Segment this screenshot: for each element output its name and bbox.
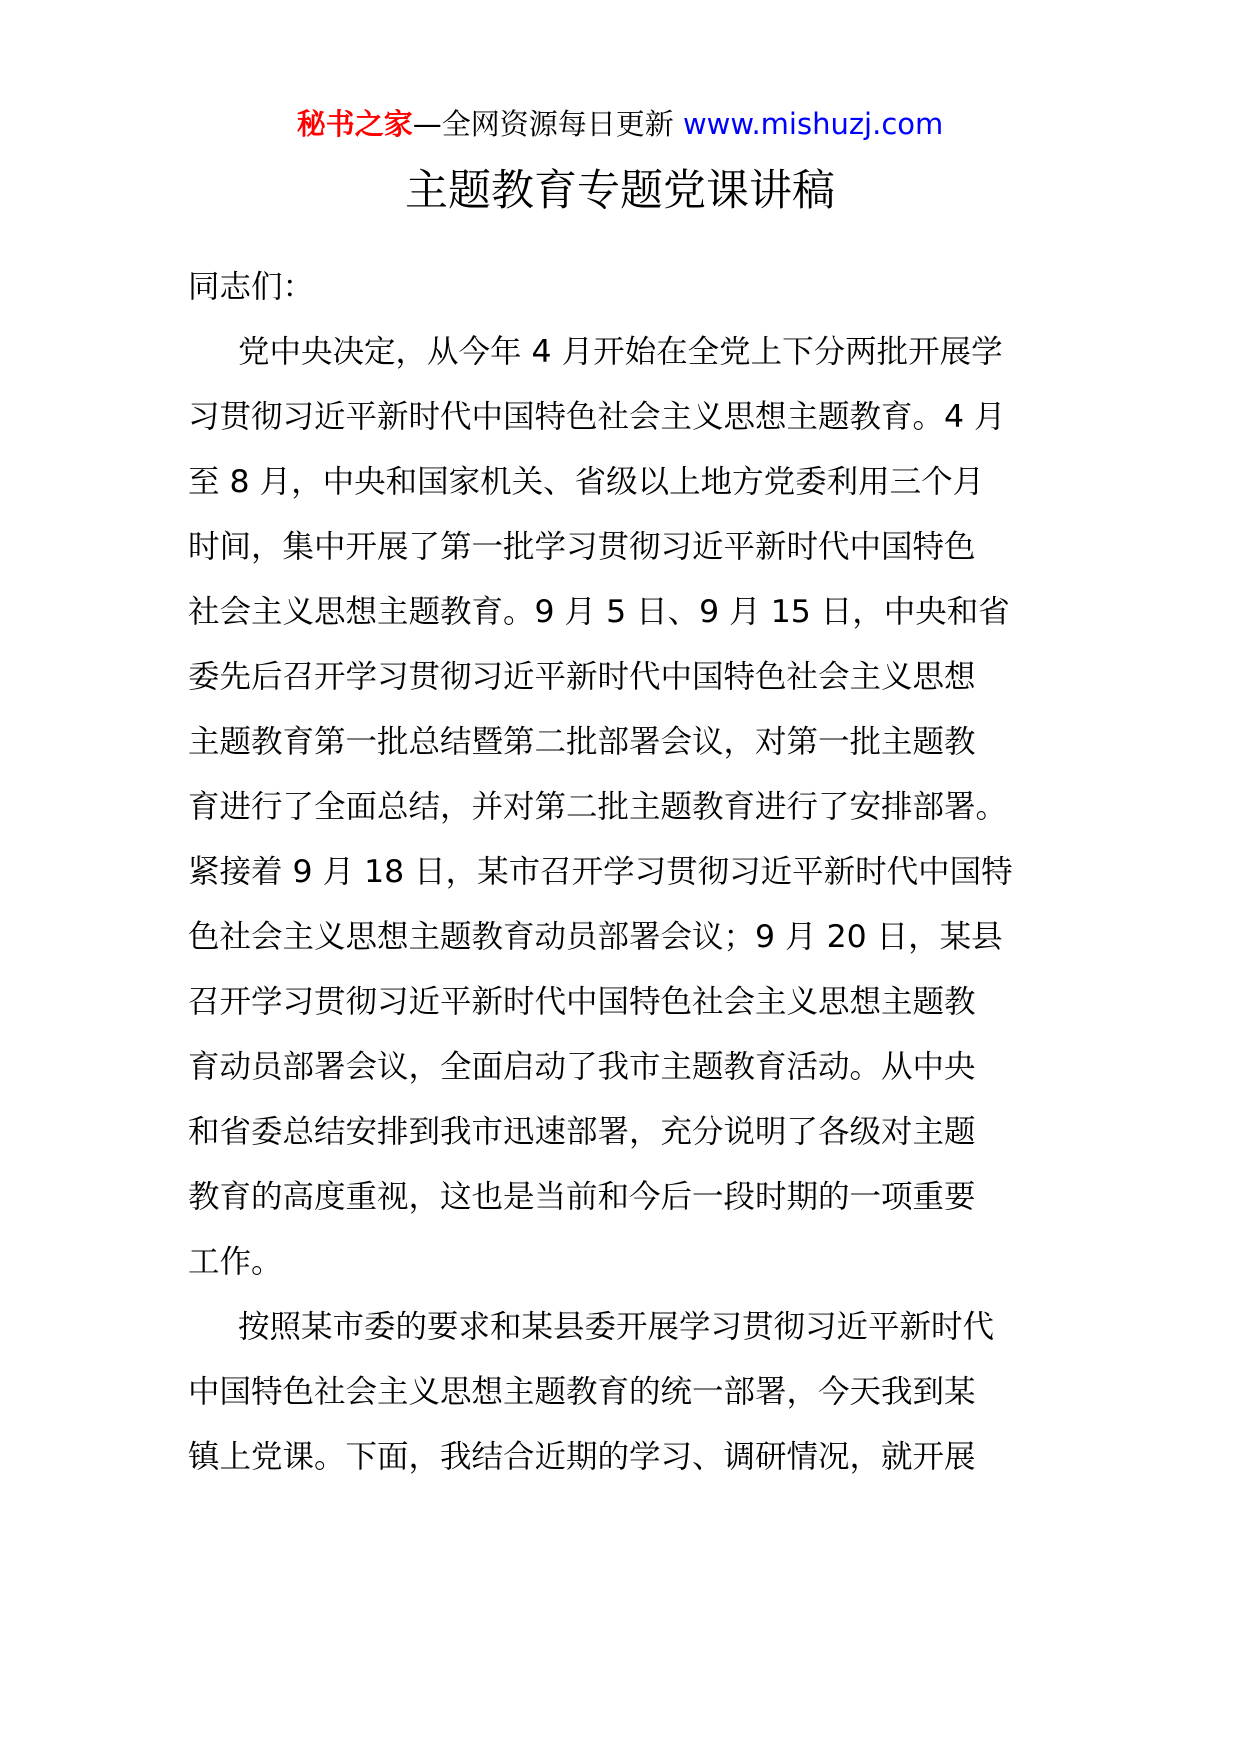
paragraph-line: 和省委总结安排到我市迅速部署，充分说明了各级对主题: [188, 1114, 976, 1150]
paragraph-line: 主题教育第一批总结暨第二批部署会议，对第一批主题教: [188, 724, 976, 760]
paragraph-line: 育动员部署会议，全面启动了我市主题教育活动。从中央: [188, 1049, 976, 1085]
paragraph-line: 社会主义思想主题教育。9 月 5 日、9 月 15 日，中央和省: [188, 594, 1010, 630]
greeting-line: 同志们：: [188, 269, 315, 305]
paragraph-1: [188, 320, 1068, 1295]
site-brand: 秘书之家: [296, 107, 413, 141]
paragraph-line: 色社会主义思想主题教育动员部署会议；9 月 20 日，某县: [188, 919, 1003, 955]
paragraph-line: 中国特色社会主义思想主题教育的统一部署，今天我到某: [188, 1374, 976, 1410]
paragraph-line: 育进行了全面总结，并对第二批主题教育进行了安排部署。: [188, 789, 1008, 825]
paragraph-line: 至 8 月，中央和国家机关、省级以上地方党委利用三个月: [188, 464, 985, 500]
greeting: [188, 255, 1068, 320]
paragraph-line: 按照某市委的要求和某县委开展学习贯彻习近平新时代: [238, 1309, 995, 1345]
paragraph-line: 紧接着 9 月 18 日，某市召开学习贯彻习近平新时代中国特: [188, 854, 1013, 890]
site-header: [0, 100, 1240, 148]
paragraph-line: 召开学习贯彻习近平新时代中国特色社会主义思想主题教: [188, 984, 976, 1020]
paragraph-line: 教育的高度重视，这也是当前和今后一段时期的一项重要: [188, 1179, 976, 1215]
site-tagline: —全网资源每日更新: [412, 107, 683, 141]
document-title: 主题教育专题党课讲稿: [405, 166, 835, 216]
paragraph-line: 工作。: [188, 1244, 283, 1280]
paragraph-line: 党中央决定，从今年 4 月开始在全党上下分两批开展学: [238, 334, 1003, 370]
paragraph-line: 习贯彻习近平新时代中国特色社会主义思想主题教育。4 月: [188, 399, 1006, 435]
paragraph-line: 时间，集中开展了第一批学习贯彻习近平新时代中国特色: [188, 529, 976, 565]
paragraph-2: [188, 1295, 1068, 1490]
site-url-link[interactable]: www.mishuzj.com: [682, 107, 944, 141]
document-body: [188, 255, 1068, 1490]
paragraph-line: 委先后召开学习贯彻习近平新时代中国特色社会主义思想: [188, 659, 976, 695]
paragraph-line: 镇上党课。下面，我结合近期的学习、调研情况，就开展: [188, 1439, 976, 1475]
